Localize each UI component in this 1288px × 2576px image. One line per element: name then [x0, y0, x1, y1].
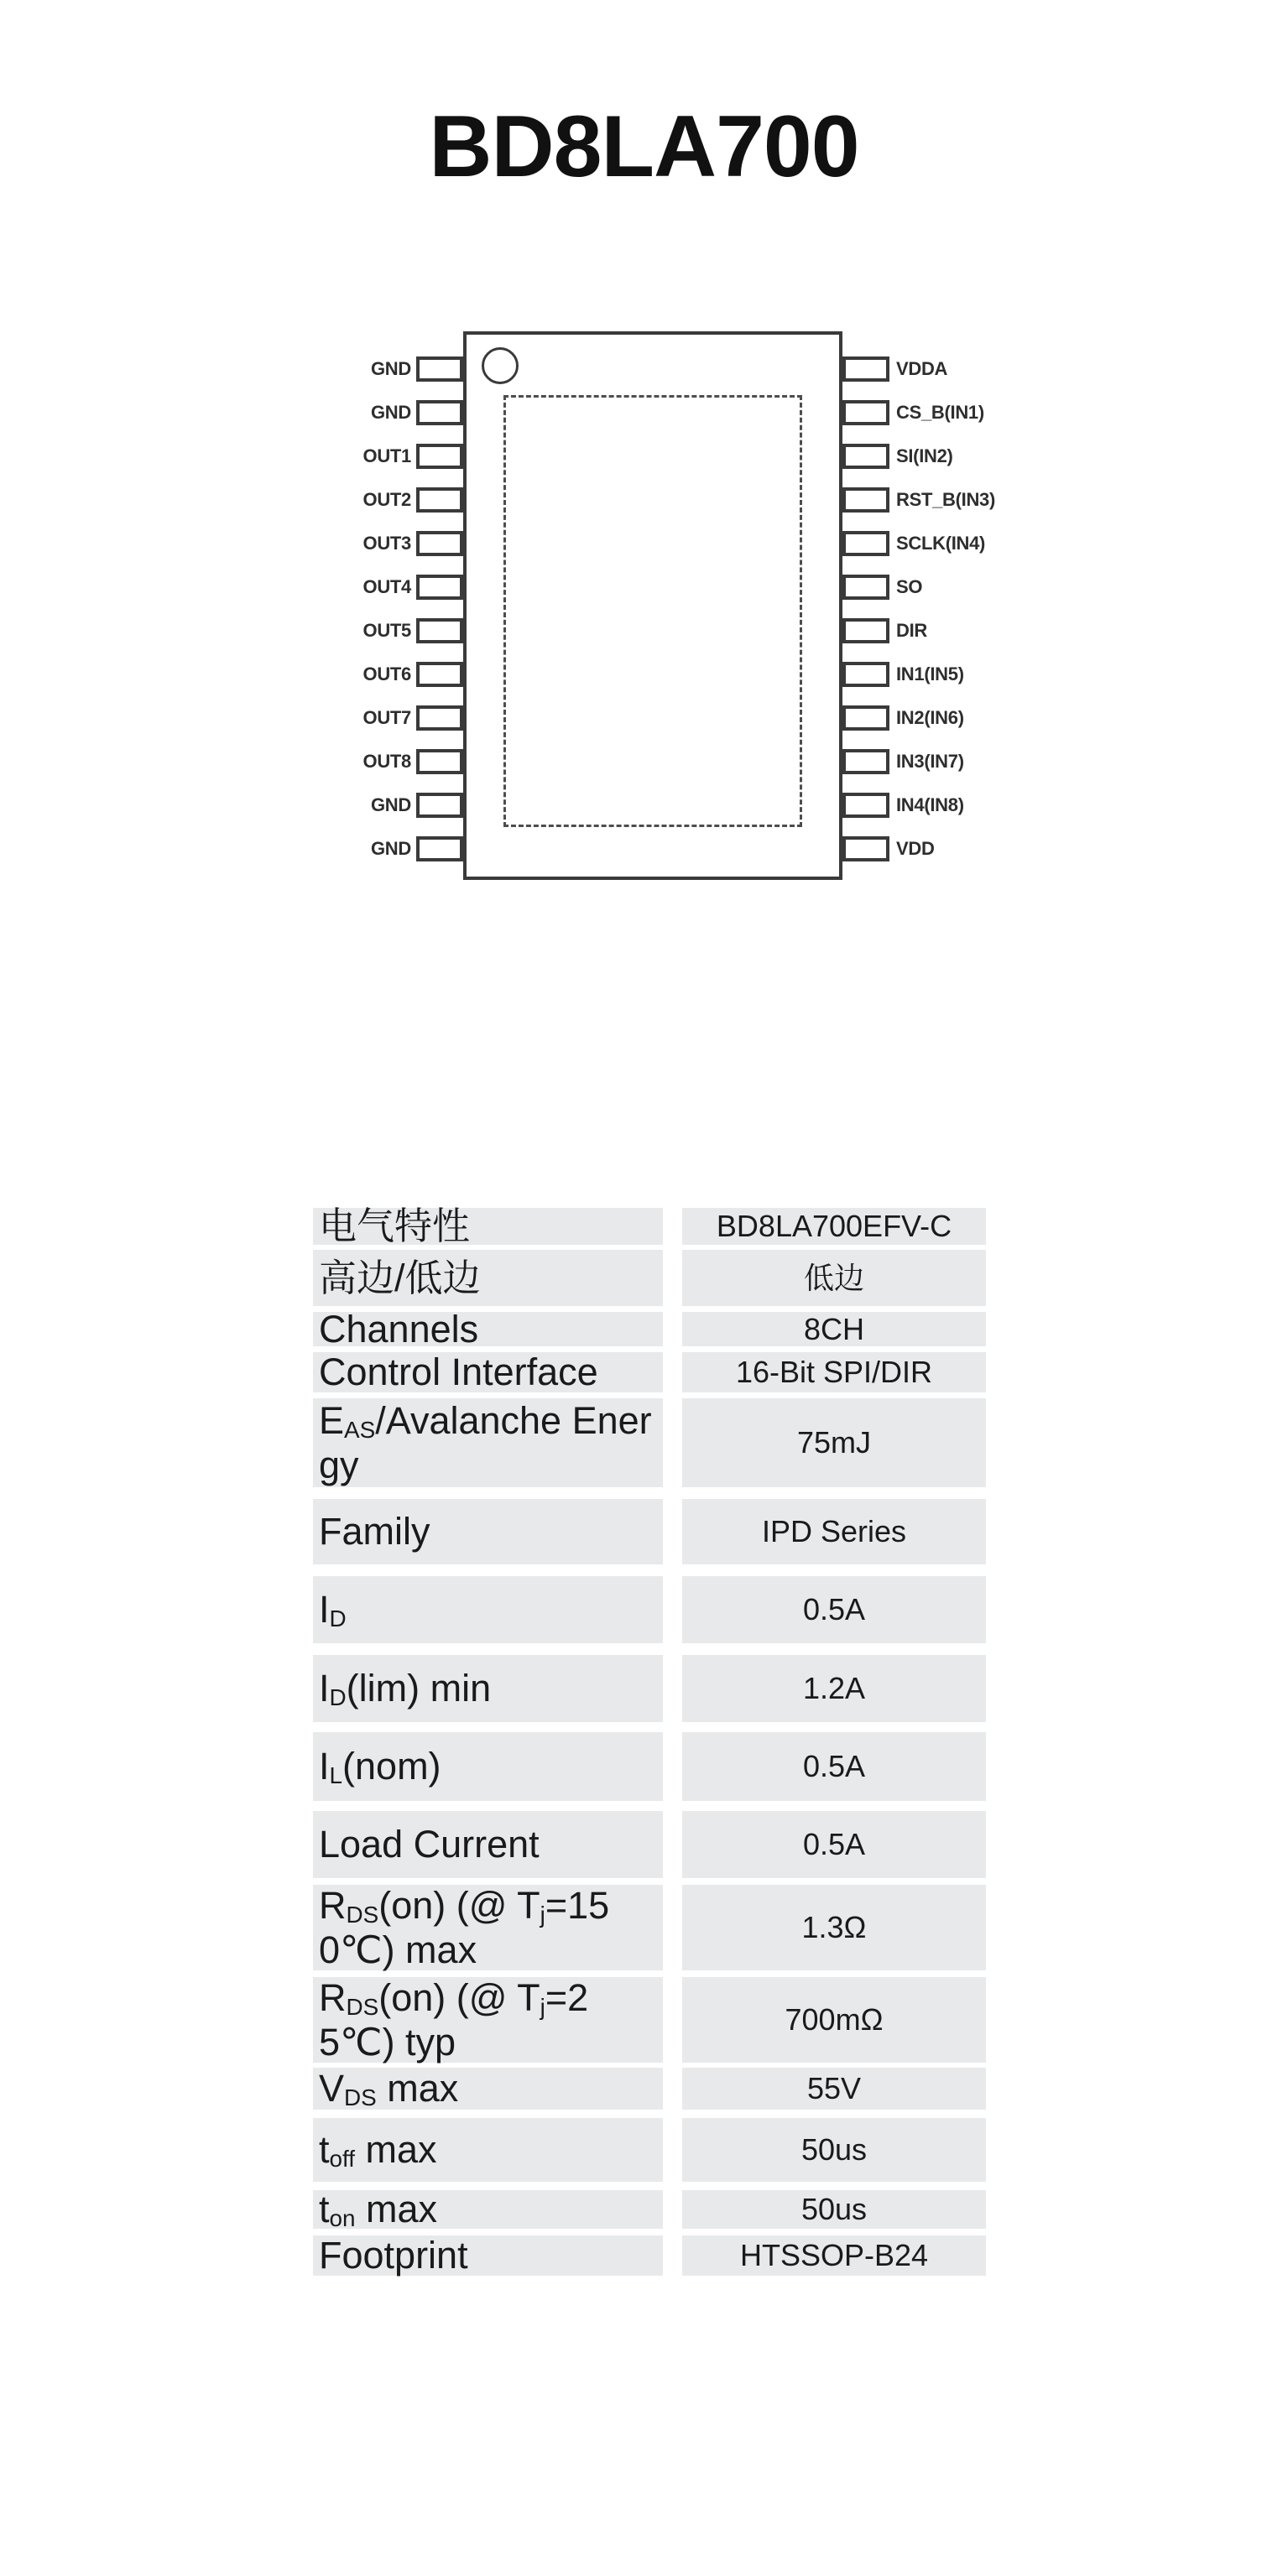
spec-value-text: IPD Series: [761, 1514, 907, 1549]
spec-label-cell: [313, 1977, 663, 2063]
spec-value-cell: [682, 1732, 986, 1801]
spec-label-cell: [313, 2118, 663, 2182]
pin-label-left-11: GND: [371, 794, 411, 815]
pin-label-left-10: OUT8: [362, 751, 411, 772]
spec-value-cell: [682, 1576, 986, 1643]
table-row: [313, 1885, 986, 1970]
spec-label-cell: [313, 1885, 663, 1970]
pin-label-right-11: IN4(IN8): [896, 794, 964, 815]
spec-value-cell: [682, 1352, 986, 1392]
spec-value-cell: [682, 2190, 986, 2229]
spec-label-cell: [313, 1499, 663, 1564]
pin-left-10: [416, 749, 463, 774]
spec-value-cell: [682, 2118, 986, 2182]
pin-label-left-9: OUT7: [362, 707, 411, 728]
pin-right-5: [842, 531, 889, 556]
spec-value-text: 0.5A: [802, 1749, 866, 1784]
spec-label-text: Control Interface: [319, 1350, 598, 1394]
pin-label-left-5: OUT3: [362, 533, 411, 554]
pin-label-left-2: GND: [371, 402, 411, 423]
pin-left-7: [416, 618, 463, 643]
spec-label-text: $t_{on}$ max: [319, 2188, 438, 2232]
table-row: [313, 2118, 986, 2182]
pin-left-4: [416, 487, 463, 513]
spec-value-cell: [682, 1811, 986, 1878]
pin-left-12: [416, 836, 463, 861]
spec-value-cell: [682, 1398, 986, 1487]
spec-label-text: Channels: [319, 1307, 479, 1350]
pin-label-right-12: VDD: [896, 838, 935, 859]
spec-value-text: 1.2A: [802, 1671, 866, 1706]
pin-left-8: [416, 662, 463, 687]
pin-label-right-10: IN3(IN7): [896, 751, 964, 772]
spec-value-text: 1.3Ω: [801, 1910, 867, 1945]
spec-label-cell: [313, 1352, 663, 1392]
spec-value-cell: [682, 1208, 986, 1245]
spec-label-cell: [313, 1250, 663, 1306]
spec-value-cell: [682, 1885, 986, 1970]
pin-label-right-6: SO: [896, 576, 923, 597]
pin-right-1: [842, 356, 889, 382]
pin-label-right-8: IN1(IN5): [896, 664, 964, 684]
spec-label-cell: [313, 1307, 663, 1350]
pin-diagram: [0, 0, 1288, 923]
pin-right-3: [842, 444, 889, 469]
pin-left-6: [416, 575, 463, 600]
table-row: [313, 2188, 986, 2232]
table-row: [313, 1352, 986, 1392]
spec-label-text: $I_D$: [319, 1588, 347, 1632]
pin-right-7: [842, 618, 889, 643]
table-row: [313, 1499, 986, 1564]
pin-label-right-9: IN2(IN6): [896, 707, 964, 728]
spec-label-cell: [313, 1205, 663, 1248]
spec-label-text: $I_D(\lim)$ min: [319, 1667, 492, 1711]
spec-label-cell: [313, 1398, 663, 1487]
spec-label-text: Footprint: [319, 2234, 468, 2277]
pin-left-1: [416, 356, 463, 382]
spec-value-cell: [682, 1977, 986, 2063]
spec-value-text: 55V: [806, 2071, 862, 2106]
pin-right-12: [842, 836, 889, 861]
exposed-pad-outline: [503, 395, 802, 827]
table-row: [313, 2068, 986, 2110]
spec-value-text: 75mJ: [796, 1425, 872, 1460]
spec-label-cell: [313, 2068, 663, 2110]
pin-label-left-4: OUT2: [362, 489, 411, 510]
spec-value-cell: [682, 1499, 986, 1564]
spec-label-text: Load Current: [319, 1823, 540, 1866]
pin-left-9: [416, 705, 463, 731]
spec-label-cell: [313, 1732, 663, 1801]
pin-label-right-3: SI(IN2): [896, 445, 953, 466]
spec-value-cell: [682, 1312, 986, 1346]
pin-label-left-6: OUT4: [362, 576, 411, 597]
table-row: [313, 1655, 986, 1722]
spec-label-text: 电气特性: [319, 1205, 471, 1248]
table-row: [313, 1250, 986, 1306]
pin-left-5: [416, 531, 463, 556]
spec-label-cell: [313, 1811, 663, 1878]
pin-label-right-1: VDDA: [896, 358, 948, 379]
pin-left-11: [416, 793, 463, 818]
spec-label-text: Family: [319, 1510, 430, 1553]
spec-value-text: 16-Bit SPI/DIR: [735, 1355, 933, 1390]
spec-value-text: BD8LA700EFV-C: [716, 1209, 952, 1244]
spec-label-cell: [313, 1655, 663, 1722]
pin-right-6: [842, 575, 889, 600]
spec-value-text: 8CH: [803, 1311, 865, 1346]
spec-label-text: $E_{AS}$/Avalanche Energy: [319, 1398, 652, 1486]
pin-left-2: [416, 400, 463, 425]
spec-value-cell: [682, 2235, 986, 2276]
spec-value-cell: [682, 1655, 986, 1722]
spec-value-text: 50us: [800, 2192, 868, 2227]
table-row: [313, 1576, 986, 1643]
pin-right-10: [842, 749, 889, 774]
pin-label-left-7: OUT5: [362, 620, 411, 641]
spec-value-text: 50us: [800, 2132, 868, 2167]
pin-label-right-2: CS_B(IN1): [896, 402, 984, 423]
spec-value-text: 0.5A: [802, 1827, 866, 1862]
spec-table: [313, 1205, 986, 2277]
table-row: [313, 1398, 986, 1487]
spec-label-text: $I_L(nom)$: [319, 1745, 441, 1789]
spec-label-text: 高边/低边: [319, 1256, 481, 1299]
pin-label-left-1: GND: [371, 358, 411, 379]
spec-label-cell: [313, 2235, 663, 2276]
spec-value-text: 700mΩ: [785, 2002, 884, 2037]
spec-label-text: $t_{off}$ max: [319, 2128, 437, 2173]
pin-right-9: [842, 705, 889, 731]
page-title: BD8LA700: [429, 98, 859, 195]
spec-label-cell: [313, 1576, 663, 1643]
spec-label-text: $R_{DS}(on)$ (@ $T_j=150℃$) max: [319, 1883, 610, 1971]
spec-label-cell: [313, 2188, 663, 2232]
chip-body: [463, 331, 842, 880]
spec-value-text: 低边: [803, 1260, 864, 1295]
spec-label-text: $V_{DS}$ max: [319, 2067, 459, 2111]
pin-label-left-8: OUT6: [362, 664, 411, 684]
pin-left-3: [416, 444, 463, 469]
pin-right-4: [842, 487, 889, 513]
pin-label-right-7: DIR: [896, 620, 927, 641]
table-row: [313, 1811, 986, 1878]
pin-right-8: [842, 662, 889, 687]
pin-right-11: [842, 793, 889, 818]
spec-value-cell: [682, 2068, 986, 2110]
table-row: [313, 1732, 986, 1801]
table-row: [313, 1205, 986, 1248]
spec-value-cell: [682, 1250, 986, 1306]
table-row: [313, 1307, 986, 1350]
pin-label-left-12: GND: [371, 838, 411, 859]
pin-label-left-3: OUT1: [362, 445, 411, 466]
pin-label-right-4: RST_B(IN3): [896, 489, 996, 510]
spec-value-text: HTSSOP-B24: [739, 2238, 929, 2273]
table-row: [313, 1977, 986, 2063]
table-row: [313, 2235, 986, 2276]
pin-right-2: [842, 400, 889, 425]
spec-label-text: $R_{DS}(on)$ (@ $T_j=25℃$) typ: [319, 1975, 589, 2063]
pin1-indicator: [482, 347, 519, 384]
pin-label-right-5: SCLK(IN4): [896, 533, 986, 554]
spec-value-text: 0.5A: [802, 1592, 866, 1627]
